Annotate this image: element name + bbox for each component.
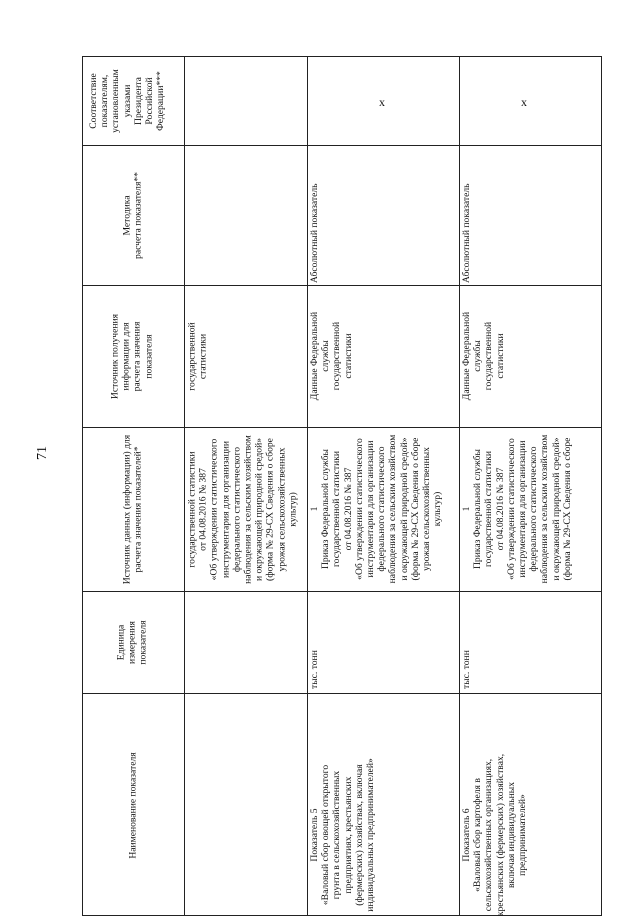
row2-name xyxy=(307,693,459,917)
row1-source-info xyxy=(184,285,307,427)
row3-unit xyxy=(459,591,603,693)
header-method-text: Методика расчета показателя** xyxy=(121,171,144,259)
header-method xyxy=(83,145,184,285)
indicator-table xyxy=(82,56,602,916)
header-unit-text: Единица измерения показателя xyxy=(115,619,149,665)
header-compliance xyxy=(83,57,184,145)
header-source-info xyxy=(83,285,184,427)
row2-name-text: Показатель 5 «Валовый сбор овощей открытого грунта в сельскохозяйственных предприятиях, крестьянских (фермерских) хозяйствах, включая индивидуальных предпринимателей» xyxy=(309,758,377,912)
row3-unit-text: тыс. тонн xyxy=(461,650,472,689)
page-number: 71 xyxy=(35,446,50,460)
row2-unit xyxy=(307,591,459,693)
row2-source-data-text: 1 Приказ Федеральной службы государственной статистики от 04.08.2016 № 387 «Об утверждении статистического инструментария для организации федерального статистического наблюдения за сельским хозяйством и окружающей природной средой» (форма № 29-СХ Сведения о сборе урожая сельскохозяйственных культур) xyxy=(309,434,444,584)
row2-unit-text: тыс. тонн xyxy=(309,650,320,689)
header-source-data xyxy=(83,427,184,591)
row3-source-info xyxy=(459,285,603,427)
row3-name xyxy=(459,693,603,917)
row3-compliance-mark: x xyxy=(521,95,527,109)
row2-source-info-text: Данные Федеральной службы государственной статистики xyxy=(309,311,354,401)
row2-source-info xyxy=(307,285,459,427)
row3-source-data-text: 1 Приказ Федеральной службы государственной статистики от 04.08.2016 № 387 «Об утверждении статистического инструментария для организации федерального статистического наблюдения за сельским хозяйством и окружающей природной средой» (форма № 29-СХ Сведения о сборе xyxy=(461,434,573,584)
row3-source-info-text: Данные Федеральной службы государственной статистики xyxy=(461,311,506,401)
row1-source-info-text: государственной статистики xyxy=(186,321,209,391)
header-source-data-text: Источник данных (информации) для расчета значения показателей* xyxy=(121,434,144,584)
row2-source-data xyxy=(307,427,459,591)
row2-compliance xyxy=(307,57,459,145)
row1-source-data xyxy=(184,427,307,591)
row1-source-data-text: государственной статистики от 04.08.2016 № 387 «Об утверждении статистического инструментария для организации федерального статистического наблюдения за сельским хозяйством и окружающей природной средой» (форма № 29-СХ Сведения о сборе урожая сельскохозяйственных культур) xyxy=(186,434,298,584)
row2-method xyxy=(307,145,459,285)
header-name xyxy=(83,693,184,917)
row3-source-data xyxy=(459,427,603,591)
header-name-text: Наименование показателя xyxy=(127,751,138,859)
row3-name-text: Показатель 6 «Валовый сбор картофеля в сельскохозяйственных организациях, крестьянских (фермерских) хозяйствах, включая индивидуальных предпринимателей» xyxy=(461,753,529,917)
header-unit xyxy=(83,591,184,693)
header-compliance-text: Соответствие показателям, установленным указами Президента Российской Федерации*** xyxy=(87,69,166,133)
row3-method-text: Абсолютный показатель xyxy=(461,183,472,283)
row3-method xyxy=(459,145,603,285)
row2-compliance-mark: x xyxy=(379,95,385,109)
row3-compliance xyxy=(459,57,603,145)
header-source-info-text: Источник получения информации для расчета значения показателя xyxy=(109,313,154,399)
row2-method-text: Абсолютный показатель xyxy=(309,183,320,283)
